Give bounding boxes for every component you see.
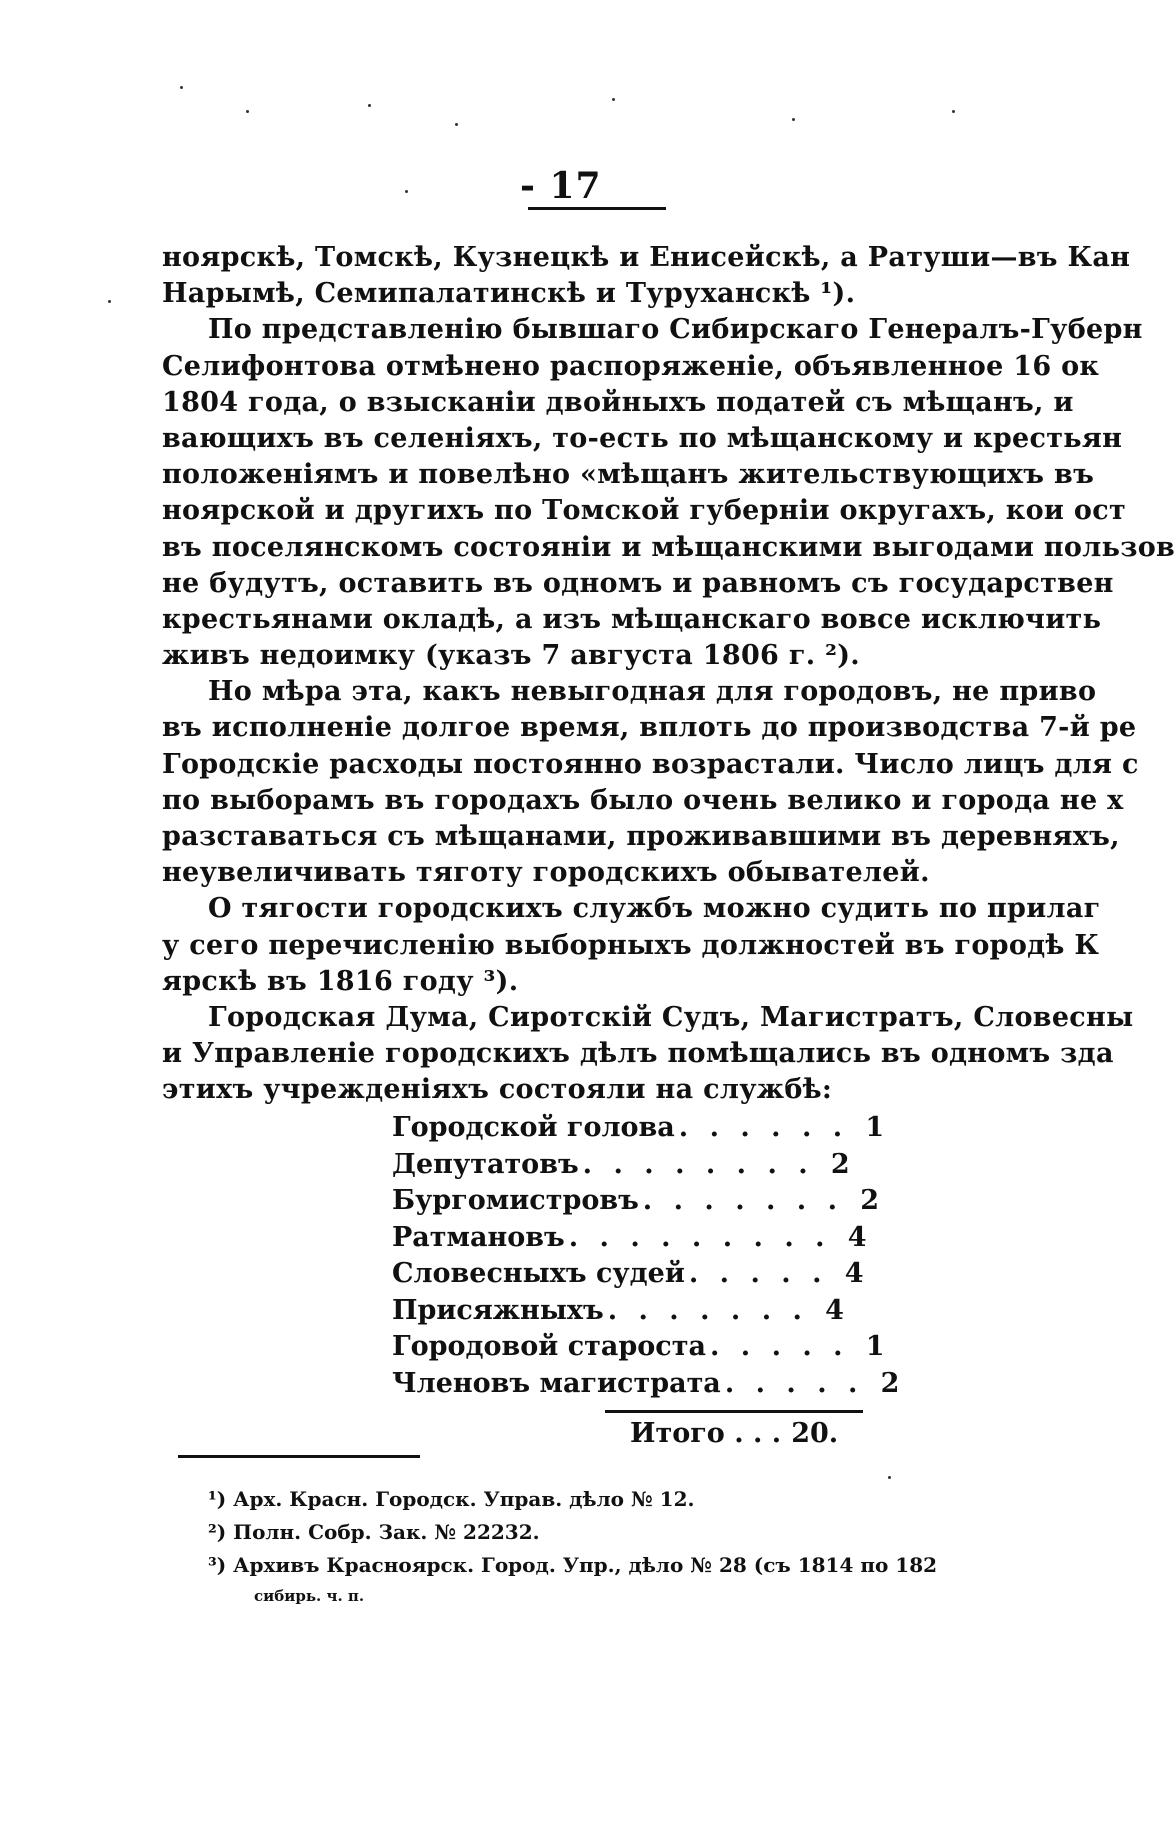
table-row-leader: . . . . . . . . [582, 1148, 814, 1180]
total-row [630, 1418, 838, 1449]
table-row-label: Словесныхъ судей [392, 1258, 685, 1289]
text-line: Городская Дума, Сиротскій Судъ, Магистратъ, Словесны [208, 1001, 1134, 1033]
footnote-rule [178, 1455, 420, 1458]
table-row-leader: . . . . . . [678, 1112, 849, 1143]
footnote: ¹) Арх. Красн. Городск. Управ. дѣло № 12. [208, 1487, 695, 1511]
print-speck [180, 86, 183, 89]
print-speck [952, 110, 955, 113]
print-speck [405, 190, 408, 193]
text-line: Городскіе расходы постоянно возрастали. Число лицъ для с [162, 748, 1139, 780]
table-row-leader: . . . . . . . [607, 1294, 808, 1326]
table-row-value: 1 [865, 1331, 885, 1362]
table-row-leader: . . . . . . . . . [568, 1221, 831, 1253]
text-line: живъ недоимку (указъ 7 августа 1806 г. ²). [162, 640, 860, 672]
text-line: въ исполненіе долгое время, вплоть до производства 7-й ре [162, 712, 1137, 744]
text-line: неувеличивать тяготу городскихъ обывателей. [162, 857, 930, 889]
text-line: у сего перечисленію выборныхъ должностей въ городѣ К [162, 929, 1100, 961]
text-line: Но мѣра эта, какъ невыгодная для городовъ, не приво [208, 676, 1097, 708]
table-row [392, 1147, 850, 1184]
print-speck [455, 123, 458, 126]
text-line: крестьянами окладѣ, а изъ мѣщанскаго вовсе исключить [162, 603, 1102, 635]
print-speck [246, 110, 249, 113]
text-line: О тягости городскихъ службъ можно судить по прилаг [208, 893, 1101, 925]
text-line: По представленію бывшаго Сибирскаго Генералъ-Губерн [208, 314, 1143, 346]
print-speck [888, 1476, 891, 1479]
text-line: и Управленіе городскихъ дѣлъ помѣщались въ одномъ зда [162, 1038, 1114, 1070]
text-line: 1804 года, о взысканіи двойныхъ податей съ мѣщанъ, и [162, 386, 1074, 418]
table-row-label: Ратмановъ [392, 1221, 565, 1253]
text-line: въ поселянскомъ состояніи и мѣщанскими выгодами пользов [162, 531, 1175, 563]
print-speck [792, 118, 795, 121]
table-row [392, 1183, 879, 1220]
table-row-value: 1 [865, 1112, 885, 1143]
table-row-label: Депутатовъ [392, 1148, 579, 1180]
table-row-leader: . . . . . . . [642, 1185, 843, 1216]
text-line: ноярской и другихъ по Томской губерніи округахъ, кои ост [162, 495, 1127, 527]
text-line: ярскѣ въ 1816 году ³). [162, 965, 519, 997]
total-value: 20. [791, 1418, 839, 1449]
print-speck [612, 98, 615, 101]
page-number-rule [528, 207, 666, 210]
table-row-label: Присяжныхъ [392, 1294, 604, 1326]
text-line: этихъ учрежденіяхъ состояли на службѣ: [162, 1074, 833, 1106]
table-row [392, 1256, 864, 1293]
text-line: разставаться съ мѣщанами, проживавшими въ деревняхъ, [162, 821, 1120, 852]
text-line: вающихъ въ селеніяхъ, то-есть по мѣщанскому и крестьян [162, 422, 1123, 454]
total-rule [605, 1410, 863, 1413]
print-speck [368, 104, 371, 107]
table-row [392, 1293, 844, 1330]
officials-table [392, 1110, 900, 1402]
table-row-label: Городской голова [392, 1112, 675, 1143]
table-row-value: 4 [844, 1258, 864, 1289]
text-line: по выборамъ въ городахъ было очень велико и города не х [162, 784, 1124, 816]
table-row-leader: . . . . . [709, 1331, 849, 1362]
table-row [392, 1220, 867, 1257]
table-row-label: Городовой староста [392, 1331, 706, 1362]
table-row [392, 1329, 885, 1366]
print-speck [108, 300, 111, 303]
text-line: положеніямъ и повелѣно «мѣщанъ жительствующихъ въ [162, 459, 1095, 491]
footnote: ²) Полн. Собр. Зак. № 22232. [208, 1520, 540, 1544]
text-line: Нарымѣ, Семипалатинскѣ и Туруханскѣ ¹). [162, 278, 856, 310]
page-number: - 17 [520, 165, 602, 207]
body-text [162, 240, 1175, 1109]
footnote-continuation: сибирь. ч. п. [254, 1587, 365, 1605]
text-line: Селифонтова отмѣнено распоряженіе, объявленное 16 ок [162, 350, 1100, 382]
table-row-value: 2 [830, 1148, 850, 1180]
table-row-leader: . . . . . [688, 1258, 828, 1289]
table-row-value: 2 [880, 1367, 900, 1399]
table-row-label: Бургомистровъ [392, 1185, 639, 1216]
table-row-value: 4 [825, 1294, 844, 1326]
text-line: ноярскѣ, Томскѣ, Кузнецкѣ и Енисейскѣ, а Ратуши—въ Кан [162, 242, 1131, 273]
table-row [392, 1110, 885, 1147]
table-row [392, 1366, 900, 1403]
table-row-value: 2 [860, 1185, 879, 1216]
footnote: ³) Архивъ Красноярск. Город. Упр., дѣло № 28 (съ 1814 по 182 [208, 1553, 938, 1577]
footnotes [208, 1483, 1008, 1615]
table-row-leader: . . . . . [724, 1367, 864, 1399]
table-row-label: Членовъ магистрата [392, 1367, 721, 1399]
table-row-value: 4 [847, 1221, 867, 1253]
text-line: не будутъ, оставить въ одномъ и равномъ съ государствен [162, 567, 1114, 599]
total-label: Итого . . . [630, 1418, 782, 1449]
